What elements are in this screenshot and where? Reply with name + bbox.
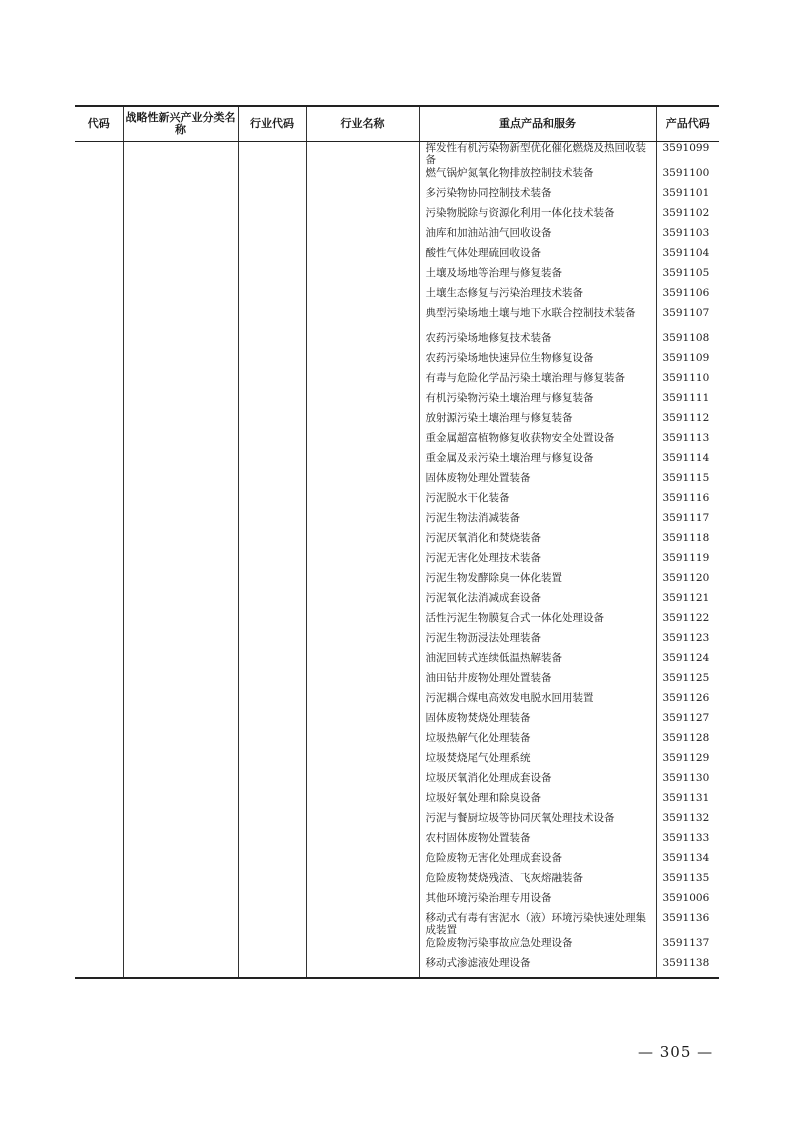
product-name-cell: 农村固体废物处置装备 — [419, 832, 656, 852]
product-name-cell: 污泥厌氧消化和焚烧装备 — [419, 532, 656, 552]
empty-cell — [306, 872, 419, 892]
empty-cell — [123, 372, 238, 392]
empty-cell — [123, 732, 238, 752]
empty-cell — [123, 832, 238, 852]
empty-cell — [123, 492, 238, 512]
product-name-cell: 土壤及场地等治理与修复装备 — [419, 267, 656, 287]
empty-cell — [306, 712, 419, 732]
product-code-cell: 3591103 — [656, 227, 719, 247]
empty-cell — [123, 392, 238, 412]
empty-cell — [123, 142, 238, 168]
header-product-code: 产品代码 — [656, 106, 719, 142]
product-code-cell: 3591128 — [656, 732, 719, 752]
empty-cell — [123, 552, 238, 572]
table-row — [75, 792, 719, 812]
table-row — [75, 532, 719, 552]
page-number: — 305 — — [638, 1043, 714, 1061]
product-code-cell: 3591127 — [656, 712, 719, 732]
empty-cell — [123, 187, 238, 207]
empty-cell — [123, 532, 238, 552]
empty-cell — [123, 412, 238, 432]
empty-cell — [238, 957, 306, 978]
table-row — [75, 472, 719, 492]
empty-cell — [75, 632, 123, 652]
empty-cell — [306, 612, 419, 632]
product-name-cell: 土壤生态修复与污染治理技术装备 — [419, 287, 656, 307]
empty-cell — [306, 412, 419, 432]
product-code-cell: 3591125 — [656, 672, 719, 692]
product-name-cell: 油泥回转式连续低温热解装备 — [419, 652, 656, 672]
table-row — [75, 912, 719, 937]
empty-cell — [123, 812, 238, 832]
empty-cell — [306, 452, 419, 472]
empty-cell — [123, 247, 238, 267]
empty-cell — [238, 872, 306, 892]
empty-cell — [123, 592, 238, 612]
product-name-cell: 污泥氧化法消减成套设备 — [419, 592, 656, 612]
empty-cell — [238, 592, 306, 612]
empty-cell — [306, 957, 419, 978]
empty-cell — [238, 142, 306, 168]
empty-cell — [306, 492, 419, 512]
empty-cell — [306, 592, 419, 612]
empty-cell — [75, 792, 123, 812]
empty-cell — [238, 792, 306, 812]
product-name-cell: 污染物脱除与资源化利用一体化技术装备 — [419, 207, 656, 227]
empty-cell — [75, 227, 123, 247]
empty-cell — [123, 472, 238, 492]
product-name-cell: 垃圾焚烧尾气处理系统 — [419, 752, 656, 772]
empty-cell — [306, 832, 419, 852]
empty-cell — [238, 207, 306, 227]
empty-cell — [238, 472, 306, 492]
product-code-cell: 3591108 — [656, 332, 719, 352]
empty-cell — [306, 632, 419, 652]
empty-cell — [306, 852, 419, 872]
empty-cell — [123, 432, 238, 452]
product-name-cell: 污泥与餐厨垃圾等协同厌氧处理技术设备 — [419, 812, 656, 832]
empty-cell — [75, 207, 123, 227]
empty-cell — [306, 812, 419, 832]
empty-cell — [238, 832, 306, 852]
empty-cell — [306, 572, 419, 592]
empty-cell — [306, 207, 419, 227]
empty-cell — [306, 287, 419, 307]
empty-cell — [123, 352, 238, 372]
product-code-cell: 3591118 — [656, 532, 719, 552]
table-row — [75, 592, 719, 612]
product-code-cell: 3591100 — [656, 167, 719, 187]
product-code-cell: 3591137 — [656, 937, 719, 957]
empty-cell — [238, 227, 306, 247]
table-row — [75, 512, 719, 532]
table-row — [75, 412, 719, 432]
product-name-cell: 其他环境污染治理专用设备 — [419, 892, 656, 912]
empty-cell — [75, 332, 123, 352]
empty-cell — [123, 332, 238, 352]
empty-cell — [238, 712, 306, 732]
header-industry-code: 行业代码 — [238, 106, 306, 142]
table-row — [75, 892, 719, 912]
table-row — [75, 227, 719, 247]
empty-cell — [123, 167, 238, 187]
empty-cell — [238, 307, 306, 332]
empty-cell — [75, 307, 123, 332]
product-name-cell: 垃圾厌氧消化处理成套设备 — [419, 772, 656, 792]
table-row — [75, 672, 719, 692]
empty-cell — [238, 452, 306, 472]
table-row — [75, 552, 719, 572]
product-name-cell: 有机污染物污染土壤治理与修复装备 — [419, 392, 656, 412]
empty-cell — [75, 732, 123, 752]
table-row — [75, 372, 719, 392]
empty-cell — [238, 332, 306, 352]
empty-cell — [75, 532, 123, 552]
table-row — [75, 432, 719, 452]
empty-cell — [75, 412, 123, 432]
product-name-cell: 污泥生物发酵除臭一体化装置 — [419, 572, 656, 592]
product-code-cell: 3591133 — [656, 832, 719, 852]
product-code-cell: 3591134 — [656, 852, 719, 872]
product-name-cell: 农药污染场地修复技术装备 — [419, 332, 656, 352]
empty-cell — [306, 432, 419, 452]
empty-cell — [75, 352, 123, 372]
empty-cell — [306, 372, 419, 392]
product-name-cell: 酸性气体处理硫回收设备 — [419, 247, 656, 267]
empty-cell — [75, 957, 123, 978]
table-row — [75, 652, 719, 672]
product-code-cell: 3591120 — [656, 572, 719, 592]
empty-cell — [75, 812, 123, 832]
product-name-cell: 污泥无害化处理技术装备 — [419, 552, 656, 572]
empty-cell — [75, 672, 123, 692]
empty-cell — [238, 372, 306, 392]
empty-cell — [75, 652, 123, 672]
empty-cell — [75, 872, 123, 892]
empty-cell — [306, 892, 419, 912]
table-row — [75, 392, 719, 412]
empty-cell — [306, 167, 419, 187]
empty-cell — [123, 852, 238, 872]
empty-cell — [238, 937, 306, 957]
empty-cell — [75, 512, 123, 532]
product-code-cell: 3591124 — [656, 652, 719, 672]
product-code-cell: 3591101 — [656, 187, 719, 207]
product-name-cell: 垃圾热解气化处理装备 — [419, 732, 656, 752]
empty-cell — [75, 612, 123, 632]
empty-cell — [238, 287, 306, 307]
empty-cell — [123, 632, 238, 652]
table-row — [75, 307, 719, 332]
product-code-cell: 3591111 — [656, 392, 719, 412]
empty-cell — [306, 392, 419, 412]
product-code-cell: 3591121 — [656, 592, 719, 612]
product-name-cell: 挥发性有机污染物新型优化催化燃烧及热回收装备 — [419, 142, 656, 168]
empty-cell — [306, 352, 419, 372]
empty-cell — [123, 452, 238, 472]
empty-cell — [123, 227, 238, 247]
product-code-cell: 3591105 — [656, 267, 719, 287]
product-code-cell: 3591099 — [656, 142, 719, 168]
empty-cell — [306, 652, 419, 672]
product-name-cell: 油田钻井废物处理处置装备 — [419, 672, 656, 692]
product-name-cell: 活性污泥生物膜复合式一体化处理设备 — [419, 612, 656, 632]
empty-cell — [238, 912, 306, 937]
product-code-cell: 3591135 — [656, 872, 719, 892]
empty-cell — [238, 612, 306, 632]
product-code-cell: 3591138 — [656, 957, 719, 978]
empty-cell — [238, 752, 306, 772]
table-row — [75, 812, 719, 832]
product-code-cell: 3591132 — [656, 812, 719, 832]
table-row — [75, 957, 719, 978]
product-name-cell: 燃气锅炉氮氧化物排放控制技术装备 — [419, 167, 656, 187]
product-name-cell: 污泥脱水干化装备 — [419, 492, 656, 512]
empty-cell — [123, 307, 238, 332]
empty-cell — [123, 912, 238, 937]
empty-cell — [75, 772, 123, 792]
table-row — [75, 247, 719, 267]
product-name-cell: 移动式渗滤液处理设备 — [419, 957, 656, 978]
empty-cell — [75, 167, 123, 187]
table-row — [75, 752, 719, 772]
table-row — [75, 692, 719, 712]
product-name-cell: 危险废物污染事故应急处理设备 — [419, 937, 656, 957]
empty-cell — [75, 187, 123, 207]
product-code-cell: 3591113 — [656, 432, 719, 452]
empty-cell — [123, 752, 238, 772]
empty-cell — [238, 492, 306, 512]
empty-cell — [238, 532, 306, 552]
product-code-cell: 3591006 — [656, 892, 719, 912]
empty-cell — [75, 267, 123, 287]
product-code-cell: 3591126 — [656, 692, 719, 712]
table-row — [75, 572, 719, 592]
header-industry-name: 行业名称 — [306, 106, 419, 142]
table-row — [75, 167, 719, 187]
empty-cell — [238, 167, 306, 187]
empty-cell — [75, 912, 123, 937]
product-code-cell: 3591130 — [656, 772, 719, 792]
table-row — [75, 187, 719, 207]
empty-cell — [238, 852, 306, 872]
empty-cell — [238, 247, 306, 267]
empty-cell — [123, 892, 238, 912]
empty-cell — [238, 652, 306, 672]
table-row — [75, 832, 719, 852]
product-name-cell: 污泥耦合煤电高效发电脱水回用装置 — [419, 692, 656, 712]
table-row — [75, 207, 719, 227]
empty-cell — [75, 832, 123, 852]
empty-cell — [123, 772, 238, 792]
empty-cell — [306, 142, 419, 168]
product-name-cell: 垃圾好氧处理和除臭设备 — [419, 792, 656, 812]
industry-product-table — [75, 105, 719, 979]
product-code-cell: 3591136 — [656, 912, 719, 937]
product-name-cell: 污泥生物沥浸法处理装备 — [419, 632, 656, 652]
empty-cell — [306, 912, 419, 937]
empty-cell — [75, 472, 123, 492]
empty-cell — [238, 267, 306, 287]
empty-cell — [238, 732, 306, 752]
product-name-cell: 油库和加油站油气回收设备 — [419, 227, 656, 247]
empty-cell — [306, 552, 419, 572]
empty-cell — [123, 712, 238, 732]
table-row — [75, 492, 719, 512]
product-code-cell: 3591110 — [656, 372, 719, 392]
empty-cell — [75, 287, 123, 307]
header-code: 代码 — [75, 106, 123, 142]
table-row — [75, 937, 719, 957]
product-name-cell: 移动式有毒有害泥水（液）环境污染快速处理集成装置 — [419, 912, 656, 937]
empty-cell — [75, 937, 123, 957]
empty-cell — [123, 937, 238, 957]
empty-cell — [75, 247, 123, 267]
empty-cell — [75, 142, 123, 168]
product-name-cell: 典型污染场地土壤与地下水联合控制技术装备 — [419, 307, 656, 332]
product-name-cell: 固体废物处理处置装备 — [419, 472, 656, 492]
table-row — [75, 267, 719, 287]
empty-cell — [306, 672, 419, 692]
empty-cell — [306, 772, 419, 792]
header-category-name: 战略性新兴产业分类名称 — [123, 106, 238, 142]
empty-cell — [123, 287, 238, 307]
empty-cell — [306, 752, 419, 772]
empty-cell — [123, 957, 238, 978]
table-row — [75, 732, 719, 752]
empty-cell — [123, 612, 238, 632]
empty-cell — [123, 672, 238, 692]
product-code-cell: 3591104 — [656, 247, 719, 267]
empty-cell — [238, 632, 306, 652]
empty-cell — [306, 307, 419, 332]
empty-cell — [306, 792, 419, 812]
table-row — [75, 452, 719, 472]
empty-cell — [75, 592, 123, 612]
product-code-cell: 3591131 — [656, 792, 719, 812]
empty-cell — [123, 872, 238, 892]
empty-cell — [238, 352, 306, 372]
product-name-cell: 固体废物焚烧处理装备 — [419, 712, 656, 732]
empty-cell — [123, 652, 238, 672]
product-name-cell: 重金属超富植物修复收获物安全处置设备 — [419, 432, 656, 452]
empty-cell — [123, 792, 238, 812]
table-row — [75, 287, 719, 307]
empty-cell — [306, 472, 419, 492]
product-name-cell: 污泥生物法消减装备 — [419, 512, 656, 532]
product-code-cell: 3591119 — [656, 552, 719, 572]
table-row — [75, 352, 719, 372]
empty-cell — [306, 732, 419, 752]
product-code-cell: 3591102 — [656, 207, 719, 227]
empty-cell — [238, 512, 306, 532]
empty-cell — [238, 412, 306, 432]
empty-cell — [238, 572, 306, 592]
table-row — [75, 632, 719, 652]
empty-cell — [238, 892, 306, 912]
empty-cell — [238, 672, 306, 692]
product-name-cell: 危险废物焚烧残渣、飞灰熔融装备 — [419, 872, 656, 892]
empty-cell — [238, 392, 306, 412]
empty-cell — [238, 772, 306, 792]
table-row — [75, 142, 719, 168]
table-row — [75, 612, 719, 632]
empty-cell — [75, 752, 123, 772]
table-header-row — [75, 106, 719, 142]
empty-cell — [306, 937, 419, 957]
product-code-cell: 3591106 — [656, 287, 719, 307]
empty-cell — [306, 532, 419, 552]
product-name-cell: 危险废物无害化处理成套设备 — [419, 852, 656, 872]
table-row — [75, 772, 719, 792]
empty-cell — [75, 712, 123, 732]
empty-cell — [123, 207, 238, 227]
empty-cell — [238, 812, 306, 832]
product-name-cell: 农药污染场地快速异位生物修复设备 — [419, 352, 656, 372]
table-row — [75, 332, 719, 352]
header-key-products: 重点产品和服务 — [419, 106, 656, 142]
product-code-cell: 3591117 — [656, 512, 719, 532]
product-code-cell: 3591107 — [656, 307, 719, 332]
empty-cell — [123, 692, 238, 712]
empty-cell — [306, 512, 419, 532]
empty-cell — [306, 332, 419, 352]
table-row — [75, 712, 719, 732]
empty-cell — [75, 692, 123, 712]
product-code-cell: 3591112 — [656, 412, 719, 432]
product-code-cell: 3591114 — [656, 452, 719, 472]
empty-cell — [75, 852, 123, 872]
product-code-cell: 3591116 — [656, 492, 719, 512]
product-name-cell: 多污染物协同控制技术装备 — [419, 187, 656, 207]
product-code-cell: 3591122 — [656, 612, 719, 632]
product-code-cell: 3591115 — [656, 472, 719, 492]
product-code-cell: 3591109 — [656, 352, 719, 372]
table-body — [75, 142, 719, 979]
empty-cell — [75, 892, 123, 912]
product-name-cell: 有毒与危险化学品污染土壤治理与修复装备 — [419, 372, 656, 392]
table-row — [75, 852, 719, 872]
product-name-cell: 放射源污染土壤治理与修复装备 — [419, 412, 656, 432]
empty-cell — [238, 187, 306, 207]
empty-cell — [75, 432, 123, 452]
empty-cell — [306, 227, 419, 247]
empty-cell — [123, 512, 238, 532]
empty-cell — [238, 432, 306, 452]
empty-cell — [75, 572, 123, 592]
empty-cell — [75, 452, 123, 472]
product-code-cell: 3591129 — [656, 752, 719, 772]
empty-cell — [238, 552, 306, 572]
empty-cell — [306, 267, 419, 287]
empty-cell — [306, 187, 419, 207]
empty-cell — [75, 492, 123, 512]
product-code-cell: 3591123 — [656, 632, 719, 652]
empty-cell — [123, 572, 238, 592]
empty-cell — [75, 372, 123, 392]
product-name-cell: 重金属及汞污染土壤治理与修复设备 — [419, 452, 656, 472]
table-row — [75, 872, 719, 892]
empty-cell — [238, 692, 306, 712]
empty-cell — [306, 692, 419, 712]
empty-cell — [75, 552, 123, 572]
empty-cell — [75, 392, 123, 412]
empty-cell — [306, 247, 419, 267]
empty-cell — [123, 267, 238, 287]
